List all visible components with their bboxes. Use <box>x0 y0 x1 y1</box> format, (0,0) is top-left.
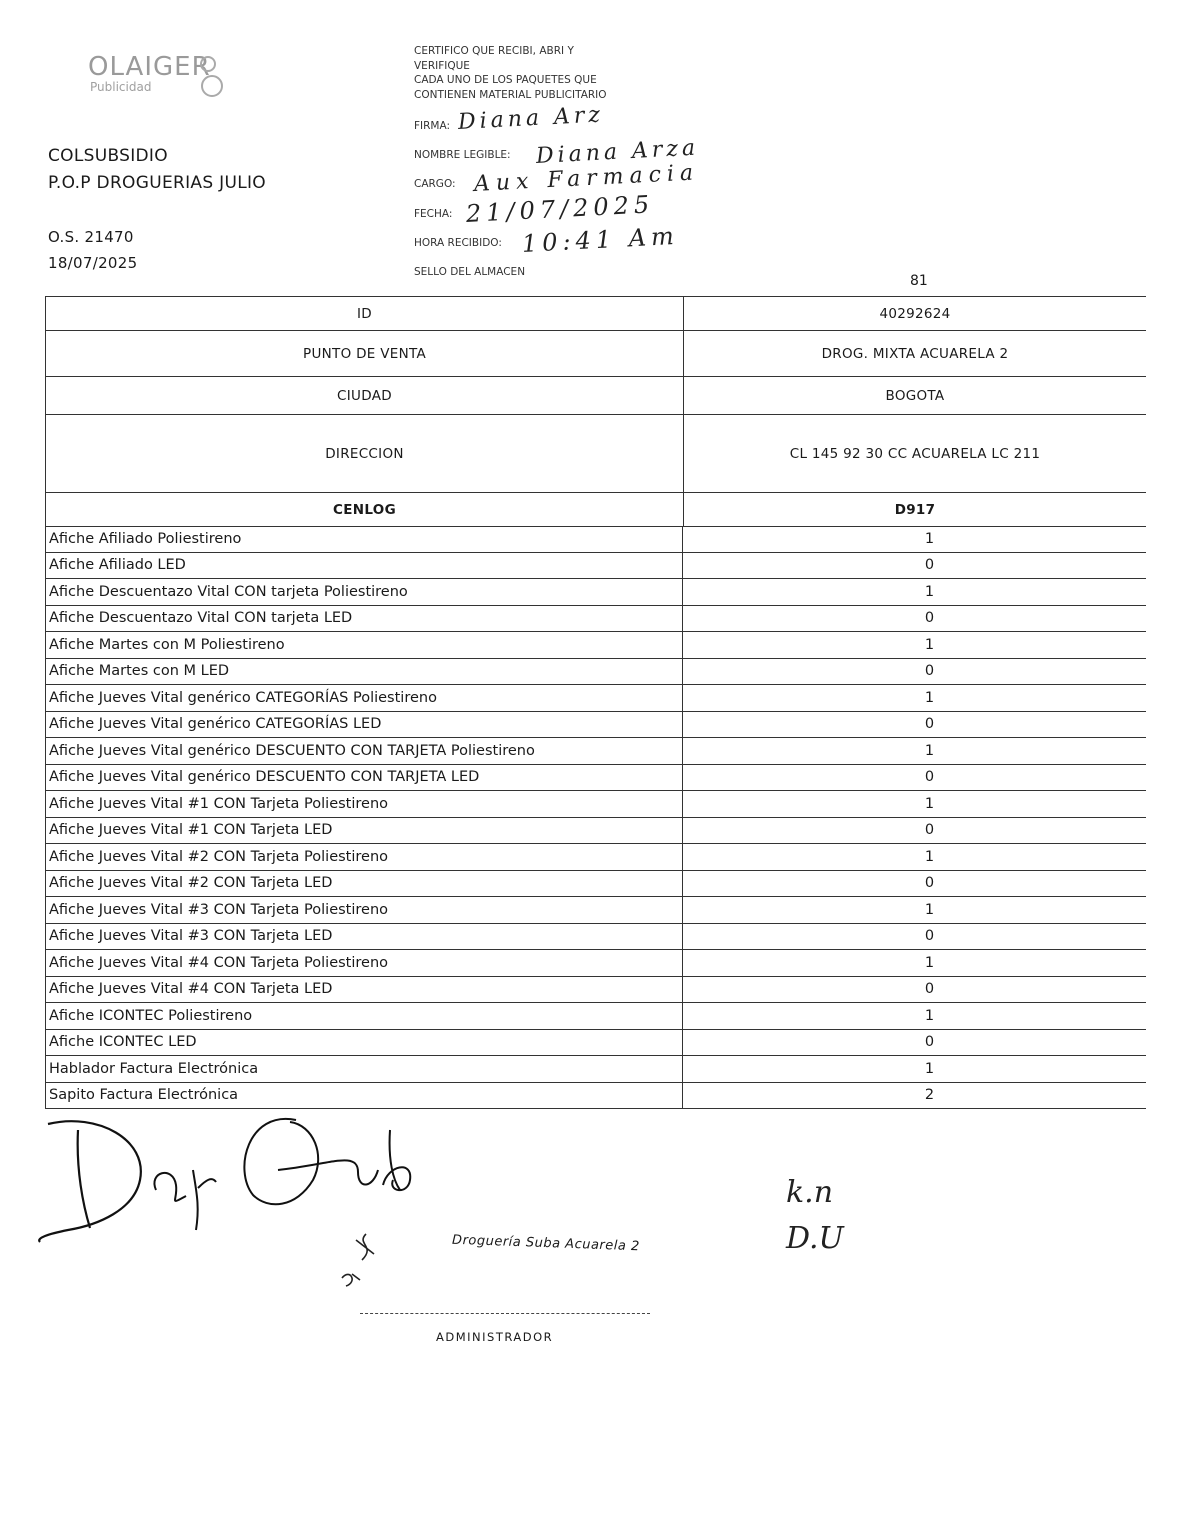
store-info-value: 40292624 <box>684 297 1147 331</box>
item-quantity: 1 <box>683 1056 1147 1083</box>
page-number: 81 <box>910 273 928 289</box>
item-name: Afiche Martes con M Poliestireno <box>46 632 683 659</box>
table-row <box>46 1029 1147 1056</box>
company-block <box>48 143 266 197</box>
item-name: Afiche Jueves Vital #2 CON Tarjeta LED <box>46 870 683 897</box>
item-name: Afiche Jueves Vital #4 CON Tarjeta Poliestireno <box>46 950 683 977</box>
item-name: Hablador Factura Electrónica <box>46 1056 683 1083</box>
item-quantity: 0 <box>683 870 1147 897</box>
table-row <box>46 923 1147 950</box>
store-info-label: CIUDAD <box>46 377 684 415</box>
store-info-label: ID <box>46 297 684 331</box>
table-row <box>46 605 1147 632</box>
item-name: Afiche Martes con M LED <box>46 658 683 685</box>
table-row <box>46 297 1147 331</box>
item-name: Afiche Jueves Vital #2 CON Tarjeta Poliestireno <box>46 844 683 871</box>
item-quantity: 0 <box>683 764 1147 791</box>
item-name: Afiche Jueves Vital genérico DESCUENTO CON TARJETA Poliestireno <box>46 738 683 765</box>
item-quantity: 1 <box>683 632 1147 659</box>
item-name: Afiche Jueves Vital genérico DESCUENTO CON TARJETA LED <box>46 764 683 791</box>
item-name: Afiche Afiliado LED <box>46 552 683 579</box>
table-row <box>46 377 1147 415</box>
hora-value: 10:41 Am <box>521 221 680 258</box>
item-quantity: 1 <box>683 579 1147 606</box>
project-name: P.O.P DROGUERIAS JULIO <box>48 173 266 193</box>
order-date: 18/07/2025 <box>48 254 138 272</box>
initials-line-2: D.U <box>786 1221 844 1256</box>
item-quantity: 1 <box>683 950 1147 977</box>
table-row <box>46 1003 1147 1030</box>
logo-subtext: Publicidad <box>90 80 152 94</box>
table-row <box>46 897 1147 924</box>
table-row <box>46 817 1147 844</box>
item-name: Afiche ICONTEC LED <box>46 1029 683 1056</box>
fecha-label: FECHA: <box>414 208 453 220</box>
cargo-value: Aux Farmacia <box>473 160 700 197</box>
table-row <box>46 685 1147 712</box>
item-quantity: 0 <box>683 923 1147 950</box>
item-name: Afiche Jueves Vital #3 CON Tarjeta LED <box>46 923 683 950</box>
company-name: COLSUBSIDIO <box>48 146 168 166</box>
company-logo <box>78 50 228 106</box>
item-quantity: 0 <box>683 658 1147 685</box>
item-name: Afiche Afiliado Poliestireno <box>46 526 683 552</box>
item-name: Afiche Jueves Vital genérico CATEGORÍAS LED <box>46 711 683 738</box>
store-info-label: DIRECCION <box>46 415 684 493</box>
cert-line: CERTIFICO QUE RECIBI, ABRI Y <box>414 45 574 57</box>
item-quantity: 1 <box>683 791 1147 818</box>
logo-mark-icon <box>196 52 226 104</box>
item-name: Afiche ICONTEC Poliestireno <box>46 1003 683 1030</box>
item-name: Sapito Factura Electrónica <box>46 1082 683 1109</box>
table-row <box>46 1082 1147 1109</box>
table-row <box>46 764 1147 791</box>
table-row <box>46 331 1147 377</box>
item-quantity: 1 <box>683 844 1147 871</box>
store-info-value: BOGOTA <box>684 377 1147 415</box>
cert-line: CADA UNO DE LOS PAQUETES QUE <box>414 74 597 86</box>
stamp-name: Droguería Suba Acuarela 2 <box>451 1232 640 1255</box>
nombre-label: NOMBRE LEGIBLE: <box>414 149 511 161</box>
cert-line: CONTIENEN MATERIAL PUBLICITARIO <box>414 88 607 101</box>
item-quantity: 0 <box>683 711 1147 738</box>
cert-line: VERIFIQUE <box>414 59 470 72</box>
item-quantity: 0 <box>683 1029 1147 1056</box>
items-table <box>45 526 1146 1109</box>
store-info-label: CENLOG <box>46 493 684 527</box>
fecha-value: 21/07/2025 <box>465 190 655 228</box>
table-row <box>46 552 1147 579</box>
firma-label: FIRMA: <box>414 120 451 132</box>
table-row <box>46 493 1147 527</box>
store-info-value: CL 145 92 30 CC ACUARELA LC 211 <box>684 415 1147 493</box>
table-row <box>46 791 1147 818</box>
item-quantity: 0 <box>683 605 1147 632</box>
firma-value: Diana Arz <box>457 102 605 135</box>
table-row <box>46 870 1147 897</box>
item-quantity: 0 <box>683 817 1147 844</box>
item-quantity: 1 <box>683 897 1147 924</box>
item-name: Afiche Jueves Vital #1 CON Tarjeta LED <box>46 817 683 844</box>
item-quantity: 2 <box>683 1082 1147 1109</box>
certificate-text <box>414 44 674 102</box>
table-row <box>46 415 1147 493</box>
store-info-label: PUNTO DE VENTA <box>46 331 684 377</box>
item-name: Afiche Descuentazo Vital CON tarjeta Poliestireno <box>46 579 683 606</box>
handwritten-initials <box>786 1170 844 1262</box>
table-row <box>46 976 1147 1003</box>
item-name: Afiche Jueves Vital #3 CON Tarjeta Poliestireno <box>46 897 683 924</box>
order-block <box>48 224 137 276</box>
table-row <box>46 738 1147 765</box>
stamp-mark-icon <box>336 1230 386 1292</box>
stamp-role: ADMINISTRADOR <box>436 1330 554 1344</box>
item-name: Afiche Jueves Vital genérico CATEGORÍAS Poliestireno <box>46 685 683 712</box>
table-row <box>46 658 1147 685</box>
item-name: Afiche Jueves Vital #1 CON Tarjeta Poliestireno <box>46 791 683 818</box>
table-row <box>46 950 1147 977</box>
order-number: O.S. 21470 <box>48 228 134 246</box>
sello-label: SELLO DEL ALMACEN <box>414 266 526 278</box>
store-info-value: D917 <box>684 493 1147 527</box>
item-name: Afiche Descuentazo Vital CON tarjeta LED <box>46 605 683 632</box>
item-quantity: 1 <box>683 526 1147 552</box>
cargo-label: CARGO: <box>414 178 456 190</box>
table-row <box>46 579 1147 606</box>
item-name: Afiche Jueves Vital #4 CON Tarjeta LED <box>46 976 683 1003</box>
item-quantity: 1 <box>683 738 1147 765</box>
store-info-value: DROG. MIXTA ACUARELA 2 <box>684 331 1147 377</box>
logo-text: OLAIGER <box>88 52 211 82</box>
item-quantity: 0 <box>683 552 1147 579</box>
table-row <box>46 632 1147 659</box>
initials-line-1: k.n <box>786 1175 834 1210</box>
item-quantity: 0 <box>683 976 1147 1003</box>
signature-icon <box>28 1110 428 1250</box>
item-quantity: 1 <box>683 685 1147 712</box>
nombre-value: Diana Arza <box>535 135 700 169</box>
table-row <box>46 711 1147 738</box>
table-row <box>46 1056 1147 1083</box>
hora-label: HORA RECIBIDO: <box>414 237 502 249</box>
stamp-divider <box>360 1313 650 1314</box>
table-row <box>46 844 1147 871</box>
table-row <box>46 526 1147 552</box>
store-info-table <box>45 296 1146 527</box>
item-quantity: 1 <box>683 1003 1147 1030</box>
